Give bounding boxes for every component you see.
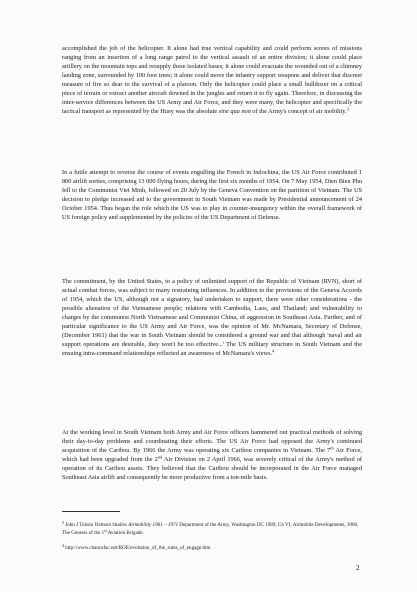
footnote-separator xyxy=(62,511,120,512)
paragraph-caribou xyxy=(62,428,362,482)
paragraph-indochina xyxy=(62,168,362,222)
footnote-text: Aviation Brigade. xyxy=(106,529,144,536)
paragraph-text: At the working level in South Vietnam both Army and Air Force officers hammered out practical methods of solving their day-to-day problems and coordinating their efforts. The US Air Force had opposed the Army's continued acquisition of the Caribou. By 1966 the Army was operating six Caribou companies in Vietnam. The 7 xyxy=(62,429,362,455)
footnote-url-link[interactable]: http://www.chancefac.net/ROE/evolution_of_the_rules_of_engage.htm xyxy=(63,545,211,551)
ordinal-suffix: nd xyxy=(157,454,163,460)
footnote-3 xyxy=(62,522,362,537)
ordinal-suffix: th xyxy=(330,445,334,451)
page-number: 2 xyxy=(356,564,360,572)
paragraph-text: of the Army's concept of air mobility. xyxy=(250,108,347,116)
paragraph-commitment xyxy=(62,277,362,358)
paragraph-text: Air Division on 2 April 1966, was severely critical of the Army's method of operation of its Caribou assets. They believed that the Caribou should be incorporated in the Air Force managed Southeast Asia airlift and consequently be more productive from a ton-mile basis. xyxy=(62,456,362,482)
footnote-4 xyxy=(62,545,362,553)
footnote-number: 3 xyxy=(62,521,64,525)
paragraph-text: accomplished the job of the helicopter. It alone had true vertical capability and could perform scores of missions ranging from an insertion of a long range patrol to the vertical assault of an entire division; it alone could place artillery on the mountain tops and resupply these isolated bases; it alone could evacuate the wounded out of a chimney landing zone, surrounded by 100 foot trees; it alone could move the infantry support weapons and deliver that discreet measure of fire so dear to the survival of a platoon. Only the helicopter could place a small bulldozer on a critical piece of terrain or extract another aircraft downed in the jungles and return it to fly again. Therefore, in discussing the inter-service differences between the US Army and Air Force, and they were many, the helicopter and specifically the tactical transport as represented by the Huey was the absolute xyxy=(62,45,362,116)
footnote-ref-4[interactable]: 4 xyxy=(272,348,275,354)
footnote-ref-3[interactable]: 3 xyxy=(346,106,349,112)
paragraph-text: In a futile attempt to reverse the course of events engulfing the French in Indochina, the US Air Force contributed 1 800 airlift sorties, comprising 13 000 flying hours, during the first six months of 1954. On 7 May 1954, Dien Bien Phu fell to the Communist Viet Minh, followed on 20 July by the Geneva Convention on the partition of Vietnam. The US decision to pledge increased aid to the government in South Vietnam was made by Presidential announcement of 24 October 1954. Thus began the role which the US was to play in counter-insurgency within the overall framework of US foreign policy and supplemented by the policies of the US Department of Defense. xyxy=(62,169,362,222)
paragraph-text: The commitment, by the United States, to a policy of unlimited support of the Republic of Vietnam (RVN), short of actual combat forces, was subject to many restraining influences. In addition to the provisions of the Geneva Accords of 1954, which the US, although not a signatory, had undertaken to support, there were other considerations - the possible alienation of the Vietnamese people; relations with Cambodia, Laos, and Thailand; and vulnerability to charges by the communist North Vietnamese and Communist China, of aggression in Southeast Asia. Further, and of particular significance to the US Army and Air Force, was the opinion of Mr. McNamara, Secretary of Defense, (December 1961) that the war in South Vietnam should be considered a ground war and that although 'naval and air support operations are desirable, they won't be too effective...' The US military structure in South Vietnam and the ensuing intra-command relationships reflected an awareness of McNamara's views. xyxy=(62,278,362,358)
footnote-title: Vietnam Studies Airmobility 1961 – 1971 xyxy=(94,522,179,528)
footnote-number: 4 xyxy=(62,544,64,548)
paragraph-helicopter xyxy=(62,44,362,116)
ordinal-suffix: st xyxy=(104,528,107,533)
footnote-text: John J Tolson xyxy=(63,522,95,528)
italic-phrase: sine qua non xyxy=(218,108,251,116)
paragraph-text: Air Force, which had been upgraded from the 2 xyxy=(62,447,362,464)
footnote-text: Department of the Army, Washington DC 1989, Ch VI, Airmobile Developments, 1966, The Genesis of the 1 xyxy=(62,522,359,536)
